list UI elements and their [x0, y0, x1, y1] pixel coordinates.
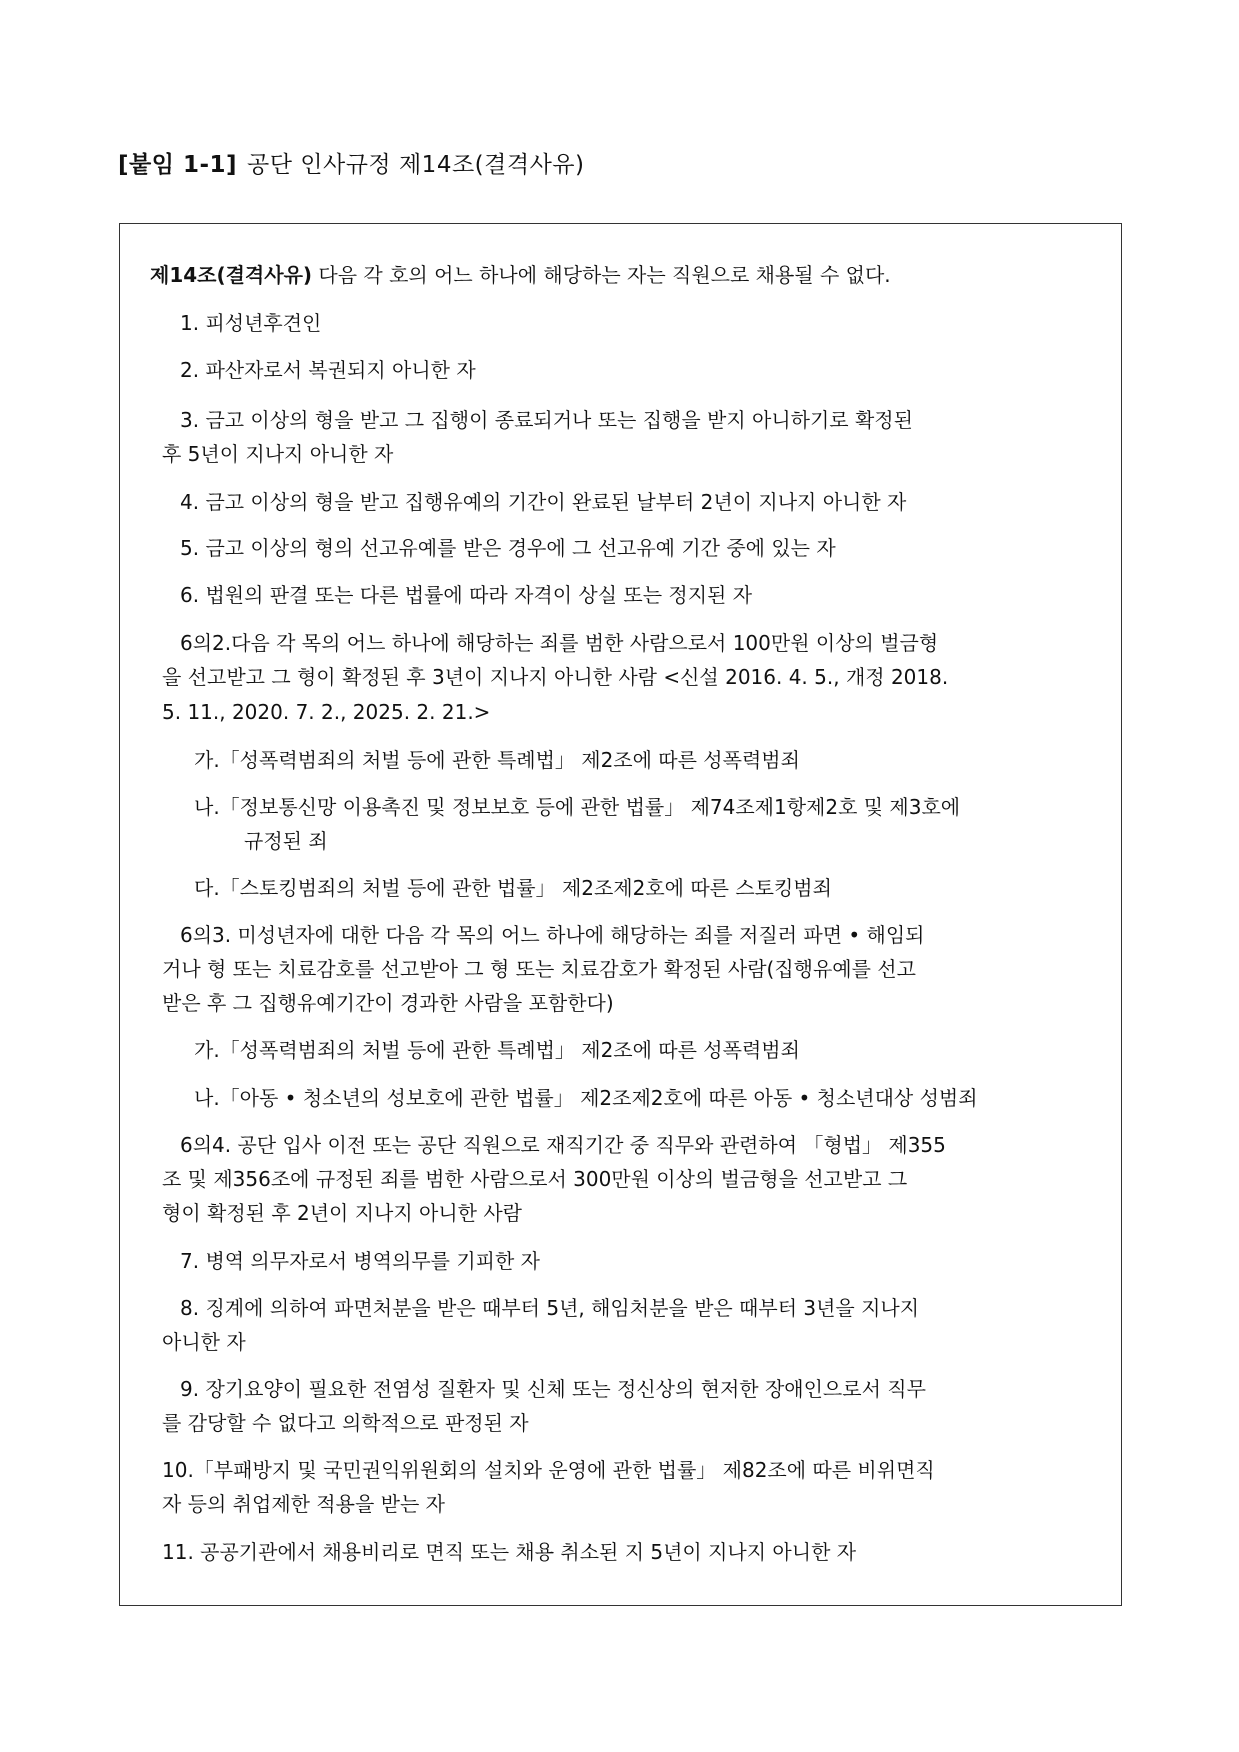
- article-line: 3. 금고 이상의 형을 받고 그 집행이 종료되거나 또는 집행을 받지 아니하기로 확정된: [180, 408, 913, 432]
- article-line: 6의2.다음 각 목의 어느 하나에 해당하는 죄를 범한 사람으로서 100만원 이상의 벌금형: [180, 631, 939, 655]
- article-line: 형이 확정된 후 2년이 지나지 아니한 사람: [162, 1201, 522, 1225]
- article-line: 6의4. 공단 입사 이전 또는 공단 직원으로 재직기간 중 직무와 관련하여 「형법」 제355: [180, 1133, 946, 1157]
- article-line: 8. 징계에 의하여 파면처분을 받은 때부터 5년, 해임처분을 받은 때부터 3년을 지나지: [180, 1296, 920, 1320]
- article-line: 9. 장기요양이 필요한 전염성 질환자 및 신체 또는 정신상의 현저한 장애인으로서 직무: [180, 1377, 926, 1401]
- article-line: 가.「성폭력범죄의 처벌 등에 관한 특례법」 제2조에 따른 성폭력범죄: [194, 748, 800, 772]
- article-line: 10.「부패방지 및 국민권익위원회의 설치와 운영에 관한 법률」 제82조에 따른 비위면직: [162, 1458, 935, 1482]
- article-line: 조 및 제356조에 규정된 죄를 범한 사람으로서 300만원 이상의 벌금형을 선고받고 그: [162, 1167, 908, 1191]
- article-title: 제14조(결격사유): [150, 263, 313, 287]
- article-line: 4. 금고 이상의 형을 받고 집행유예의 기간이 완료된 날부터 2년이 지나지 아니한 자: [180, 490, 907, 514]
- article-line: 6의3. 미성년자에 대한 다음 각 목의 어느 하나에 해당하는 죄를 저질러 파면 • 해임되: [180, 923, 925, 947]
- article-line: 을 선고받고 그 형이 확정된 후 3년이 지나지 아니한 사람 <신설 2016. 4. 5., 개정 2018.: [162, 665, 949, 689]
- article-line: 11. 공공기관에서 채용비리로 면직 또는 채용 취소된 지 5년이 지나지 아니한 자: [162, 1540, 857, 1564]
- article-line: 6. 법원의 판결 또는 다른 법률에 따라 자격이 상실 또는 정지된 자: [180, 583, 753, 607]
- article-line: 아니한 자: [162, 1330, 246, 1354]
- article-line: 2. 파산자로서 복권되지 아니한 자: [180, 358, 476, 382]
- article-line: 7. 병역 의무자로서 병역의무를 기피한 자: [180, 1249, 540, 1273]
- article-line: 자 등의 취업제한 적용을 받는 자: [162, 1492, 445, 1516]
- article-line: 규정된 죄: [244, 829, 328, 853]
- article-title-line: [150, 260, 891, 290]
- article-line: 1. 피성년후견인: [180, 311, 322, 335]
- article-intro: 다음 각 호의 어느 하나에 해당하는 자는 직원으로 채용될 수 없다.: [312, 263, 891, 287]
- article-line: 5. 11., 2020. 7. 2., 2025. 2. 21.>: [162, 700, 491, 724]
- article-line: 다.「스토킹범죄의 처벌 등에 관한 법률」 제2조제2호에 따른 스토킹범죄: [194, 876, 832, 900]
- article-line: 5. 금고 이상의 형의 선고유예를 받은 경우에 그 선고유예 기간 중에 있는 자: [180, 536, 836, 560]
- article-line: 받은 후 그 집행유예기간이 경과한 사람을 포함한다): [162, 991, 614, 1015]
- page-heading: [118, 146, 584, 179]
- article-line: 나.「아동 • 청소년의 성보호에 관한 법률」 제2조제2호에 따른 아동 • 청소년대상 성범죄: [194, 1086, 978, 1110]
- article-line: 후 5년이 지나지 아니한 자: [162, 442, 394, 466]
- attachment-tag: [붙임 1-1]: [118, 152, 238, 178]
- article-line: 를 감당할 수 없다고 의학적으로 판정된 자: [162, 1411, 529, 1435]
- article-line: 나.「정보통신망 이용촉진 및 정보보호 등에 관한 법률」 제74조제1항제2호 및 제3호에: [194, 795, 961, 819]
- heading-title: 공단 인사규정 제14조(결격사유): [247, 152, 585, 178]
- article-line: 가.「성폭력범죄의 처벌 등에 관한 특례법」 제2조에 따른 성폭력범죄: [194, 1038, 800, 1062]
- article-line: 거나 형 또는 치료감호를 선고받아 그 형 또는 치료감호가 확정된 사람(집행유예를 선고: [162, 957, 916, 981]
